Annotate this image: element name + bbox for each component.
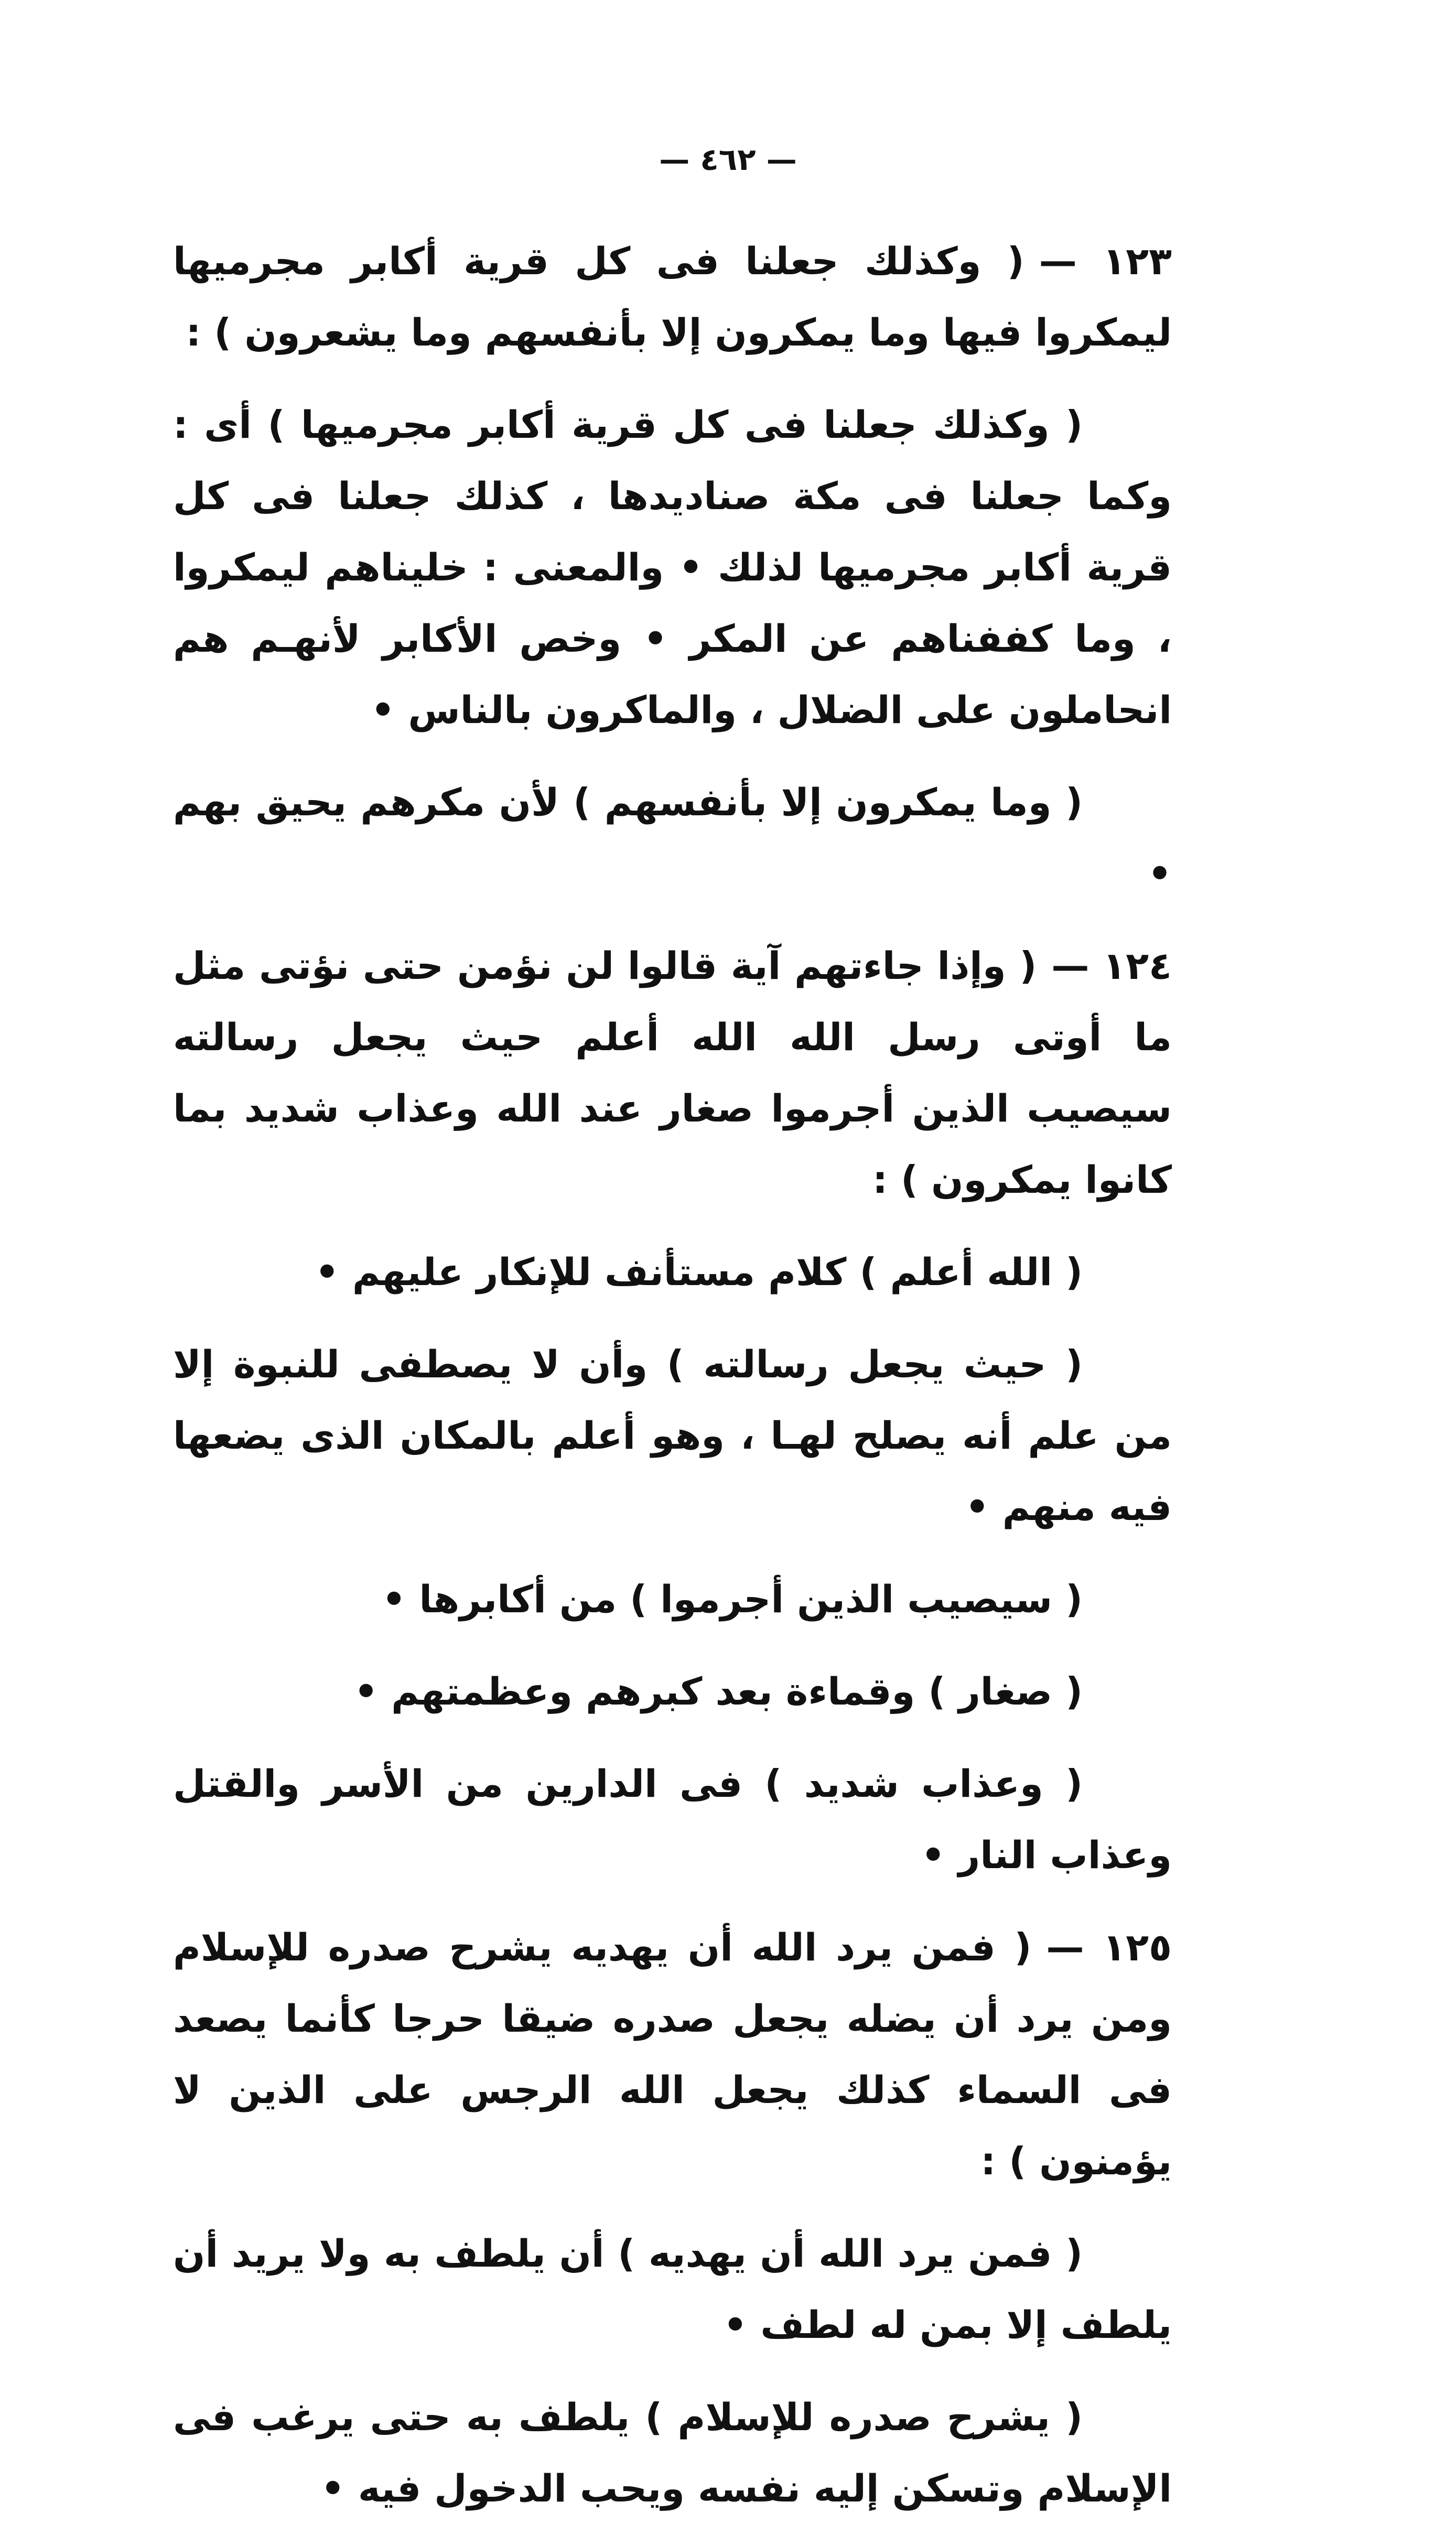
verse-text: ( فمن يرد الله أن يهديه يشرح صدره للإسلام ومن يرد أن يضله يجعل صدره ضيقا حرجا كأنما يصعد فى السماء كذلك يجعل الله الرجس على الذين لا يؤمنون ) : [173, 1925, 1172, 2183]
commentary-paragraph: ( الله أعلم ) كلام مستأنف للإنكار عليهم • [315, 1250, 1083, 1294]
verse-124 [173, 930, 1172, 1215]
verse-text: ( وإذا جاءتهم آية قالوا لن نؤمن حتى نؤتى مثل ما أوتى رسل الله الله أعلم حيث يجعل رسالته سيصيب الذين أجرموا صغار عند الله وعذاب شديد بما كانوا يمكرون ) : [173, 944, 1172, 1202]
commentary-paragraph: ( حيث يجعل رسالته ) وأن لا يصطفى للنبوة إلا من علم أنه يصلح لهـا ، وهو أعلم بالمكان الذى يضعها فيه منهم • [173, 1342, 1172, 1529]
verse-number: ١٢٥ — [1046, 1925, 1172, 1969]
commentary-paragraph: ( وعذاب شديد ) فى الدارين من الأسر والقتل وعذاب النار • [173, 1762, 1172, 1877]
commentary-paragraph: ( وما يمكرون إلا بأنفسهم ) لأن مكرهم يحيق بهم • [173, 780, 1172, 896]
commentary-paragraph: ( سيصيب الذين أجرموا ) من أكابرها • [382, 1577, 1083, 1621]
verse-text: ( وكذلك جعلنا فى كل قرية أكابر مجرميها ليمكروا فيها وما يمكرون إلا بأنفسهم وما يشعرون ) : [173, 239, 1172, 354]
verse-number: ١٢٤ — [1051, 944, 1172, 988]
body-text [173, 225, 1172, 2545]
commentary-paragraph: ( وكذلك جعلنا فى كل قرية أكابر مجرميها ) أى : وكما جعلنا فى مكة صناديدها ، كذلك جعلنا فى كل قرية أكابر مجرميها لذلك • والمعنى : خليناهم ليمكروا ، وما كففناهم عن المكر • وخص الأكابر لأنهـم هم انحاملون على الضلال ، والماكرون بالناس • [173, 403, 1172, 732]
commentary-paragraph: ( فمن يرد الله أن يهديه ) أن يلطف به ولا يريد أن يلطف إلا بمن له لطف • [173, 2231, 1172, 2347]
verse-125 [173, 1912, 1172, 2197]
verse-123 [173, 225, 1172, 368]
commentary-paragraph: ( صغار ) وقماءة بعد كبرهم وعظمتهم • [354, 1669, 1083, 1713]
verse-number: ١٢٣ — [1039, 239, 1172, 283]
page-number: — ٤٦٢ — [659, 142, 797, 177]
commentary-paragraph: ( يشرح صدره للإسلام ) يلطف به حتى يرغب فى الإسلام وتسكن إليه نفسه ويحب الدخول فيه • [173, 2395, 1172, 2510]
